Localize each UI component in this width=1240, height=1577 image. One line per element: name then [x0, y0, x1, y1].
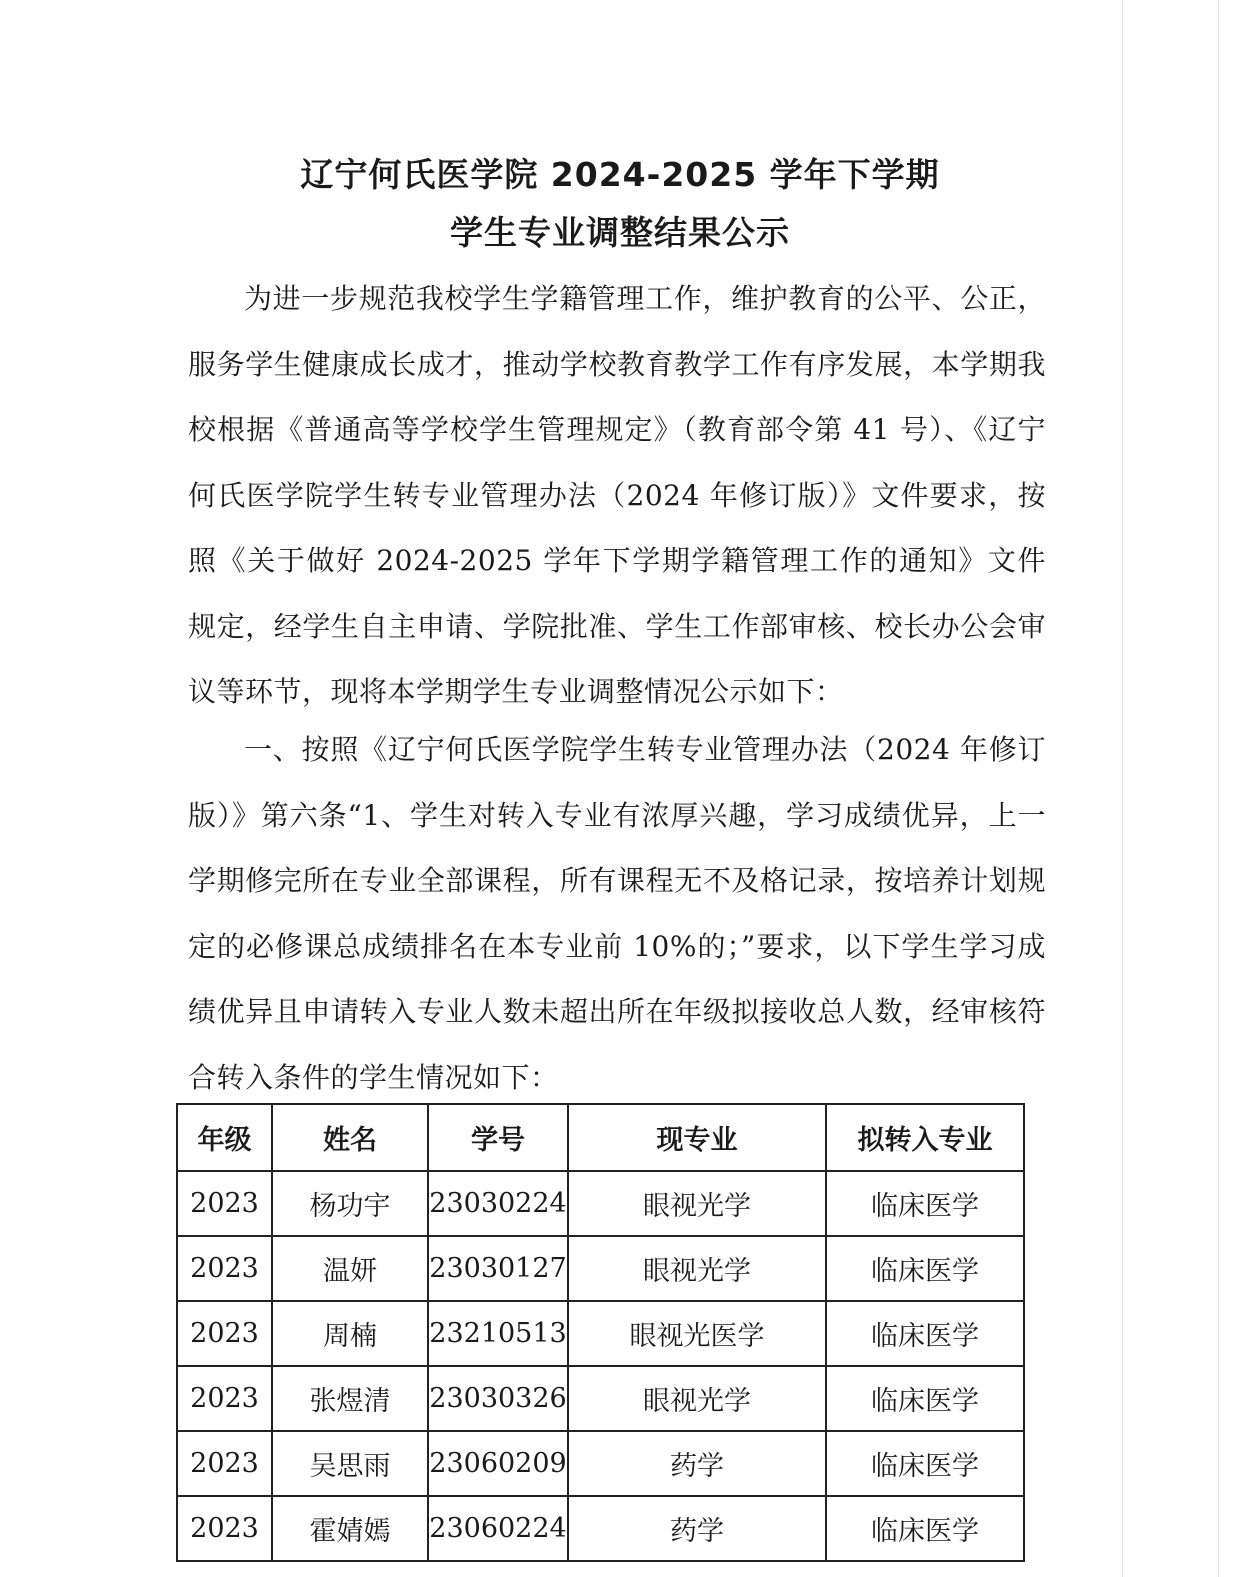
cell-grade: 2023	[177, 1366, 272, 1431]
intro-paragraph: 为进一步规范我校学生学籍管理工作，维护教育的公平、公正，服务学生健康成长成才，推动学校教育教学工作有序发展，本学期我校根据《普通高等学校学生管理规定》（教育部令第 41 号）、《辽宁何氏医学院学生转专业管理办法（2024 年修订版）》文件要求，按照《关于做好 2024-2025 学年下学期学籍管理工作的通知》文件规定，经学生自主申请、学院批准、学生工作部审核、校长办公会审议等环节，现将本学期学生专业调整情况公示如下：	[188, 282, 1046, 708]
cell-name: 温妍	[272, 1236, 428, 1301]
cell-target-major: 临床医学	[826, 1236, 1024, 1301]
cell-current-major: 眼视光医学	[568, 1301, 826, 1366]
table-row	[177, 1171, 1024, 1236]
cell-student-id: 23210513	[428, 1301, 568, 1366]
cell-name: 张煜清	[272, 1366, 428, 1431]
cell-student-id: 23030127	[428, 1236, 568, 1301]
cell-current-major: 眼视光学	[568, 1236, 826, 1301]
cell-current-major: 眼视光学	[568, 1366, 826, 1431]
header-name: 姓名	[272, 1104, 428, 1171]
cell-grade: 2023	[177, 1301, 272, 1366]
document-subtitle: 学生专业调整结果公示	[450, 213, 790, 252]
cell-target-major: 临床医学	[826, 1496, 1024, 1561]
table-row	[177, 1236, 1024, 1301]
cell-name: 吴思雨	[272, 1431, 428, 1496]
cell-current-major: 眼视光学	[568, 1171, 826, 1236]
cell-grade: 2023	[177, 1236, 272, 1301]
document-title: 辽宁何氏医学院 2024-2025 学年下学期	[300, 155, 940, 194]
table-row	[177, 1366, 1024, 1431]
cell-target-major: 临床医学	[826, 1171, 1024, 1236]
table-row	[177, 1431, 1024, 1496]
cell-grade: 2023	[177, 1171, 272, 1236]
cell-target-major: 临床医学	[826, 1366, 1024, 1431]
student-transfer-table	[176, 1103, 1025, 1562]
cell-name: 霍婧嫣	[272, 1496, 428, 1561]
cell-student-id: 23060209	[428, 1431, 568, 1496]
header-current-major: 现专业	[568, 1104, 826, 1171]
section-one-paragraph: 一、按照《辽宁何氏医学院学生转专业管理办法（2024 年修订版）》第六条“1、学生对转入专业有浓厚兴趣，学习成绩优异，上一学期修完所在专业全部课程，所有课程无不及格记录，按培养计划规定的必修课总成绩排名在本专业前 10%的；”要求，以下学生学习成绩优异且申请转入专业人数未超出所在年级拟接收总人数，经审核符合转入条件的学生情况如下：	[188, 733, 1046, 1094]
table-row	[177, 1301, 1024, 1366]
cell-target-major: 临床医学	[826, 1431, 1024, 1496]
cell-name: 周楠	[272, 1301, 428, 1366]
cell-student-id: 23060224	[428, 1496, 568, 1561]
cell-target-major: 临床医学	[826, 1301, 1024, 1366]
cell-grade: 2023	[177, 1496, 272, 1561]
header-student-id: 学号	[428, 1104, 568, 1171]
header-grade: 年级	[177, 1104, 272, 1171]
header-target-major: 拟转入专业	[826, 1104, 1024, 1171]
cell-current-major: 药学	[568, 1431, 826, 1496]
cell-grade: 2023	[177, 1431, 272, 1496]
table-header-row	[177, 1104, 1024, 1171]
cell-student-id: 23030224	[428, 1171, 568, 1236]
cell-current-major: 药学	[568, 1496, 826, 1561]
table-row	[177, 1496, 1024, 1561]
cell-name: 杨功宇	[272, 1171, 428, 1236]
cell-student-id: 23030326	[428, 1366, 568, 1431]
